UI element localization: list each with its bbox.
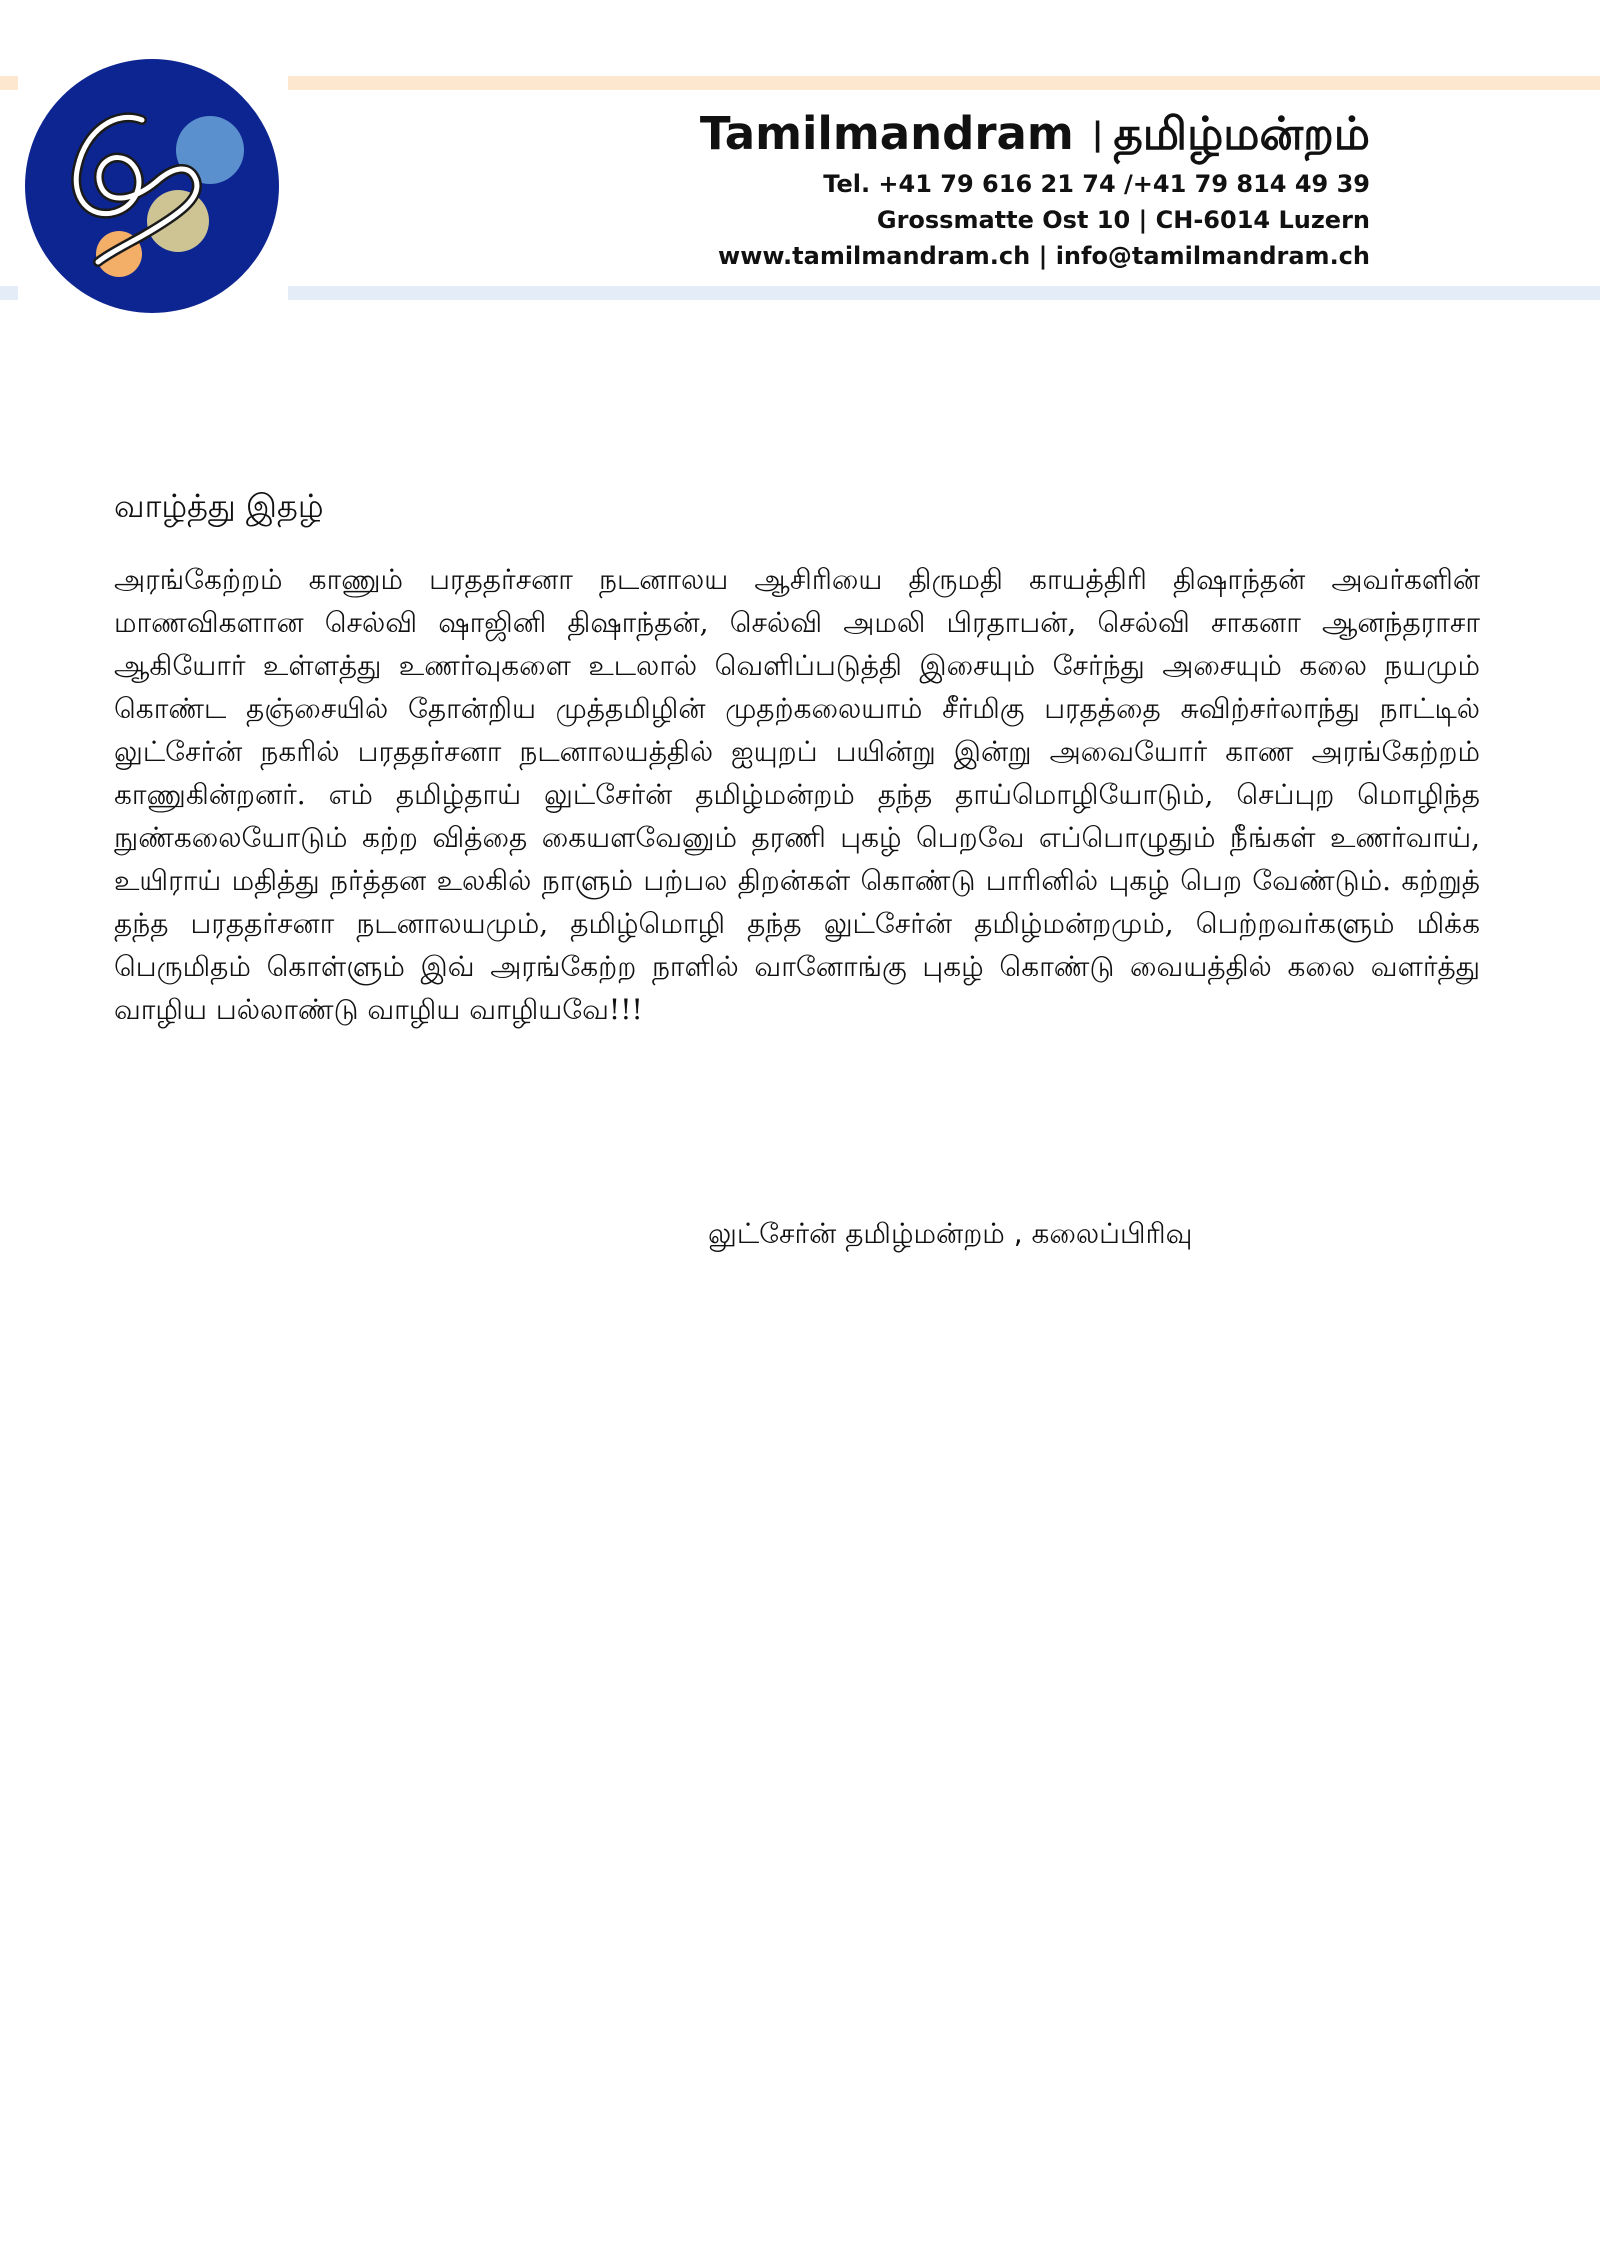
organization-title: [700, 102, 1370, 166]
header-band-top: [288, 76, 1600, 90]
letterhead-contact-block: [700, 102, 1370, 274]
phone-line: Tel. +41 79 616 21 74 /+41 79 814 49 39: [823, 170, 1370, 198]
organization-name-latin: Tamilmandram: [699, 107, 1074, 160]
header-band-bottom: [288, 286, 1600, 300]
signature-line: லுட்சேர்ன் தமிழ்மன்றம் , கலைப்பிரிவு: [708, 1217, 1193, 1250]
web-email-line: www.tamilmandram.ch | info@tamilmandram.ch: [718, 242, 1370, 270]
organization-name-tamil: தமிழ்மன்றம்: [1113, 107, 1370, 160]
document-title: வாழ்த்து இதழ்: [114, 487, 324, 525]
header-band-bottom-left: [0, 286, 18, 300]
tamilmandram-logo-icon: [24, 58, 280, 314]
title-separator: |: [1091, 115, 1104, 153]
header-band-top-left: [0, 76, 18, 90]
address-line: Grossmatte Ost 10 | CH-6014 Luzern: [876, 206, 1370, 234]
greeting-paragraph: அரங்கேற்றம் காணும் பரததர்சனா நடனாலய ஆசிரியை திருமதி காயத்திரி திஷாந்தன் அவர்களின் மாணவிகளான செல்வி ஷாஜினி திஷாந்தன், செல்வி அமலி பிரதாபன், செல்வி சாகனா ஆனந்தராசா ஆகியோர் உள்ளத்து உணர்வுகளை உடலால் வெளிப்படுத்தி இசையும் சேர்ந்து அசையும் கலை நயமும் கொண்ட தஞ்சையில் தோன்றிய முத்தமிழின் முதற்கலையாம் சீர்மிகு பரதத்தை சுவிற்சர்லாந்து நாட்டில் லுட்சேர்ன் நகரில் பரததர்சனா நடனாலயத்தில் ஐயுறப் பயின்று இன்று அவையோர் காண அரங்கேற்றம் காணுகின்றனர். எம் தமிழ்தாய் லுட்சேர்ன் தமிழ்மன்றம் தந்த தாய்மொழியோடும், செப்புற மொழிந்த நுண்கலையோடும் கற்ற வித்தை கையளவேனும் தரணி புகழ் பெறவே எப்பொழுதும் நீங்கள் உணர்வாய், உயிராய் மதித்து நர்த்தன உலகில் நாளும் பற்பல திறன்கள் கொண்டு பாரினில் புகழ் பெற வேண்டும். கற்றுத் தந்த பரததர்சனா நடனாலயமும், தமிழ்மொழி தந்த லுட்சேர்ன் தமிழ்மன்றமும், பெற்றவர்களும் மிக்க பெருமிதம் கொள்ளும் இவ் அரங்கேற்ற நாளில் வானோங்கு புகழ் கொண்டு வையத்தில் கலை வளர்த்து வாழிய பல்லாண்டு வாழிய வாழியவே!!!: [114, 563, 1480, 1026]
